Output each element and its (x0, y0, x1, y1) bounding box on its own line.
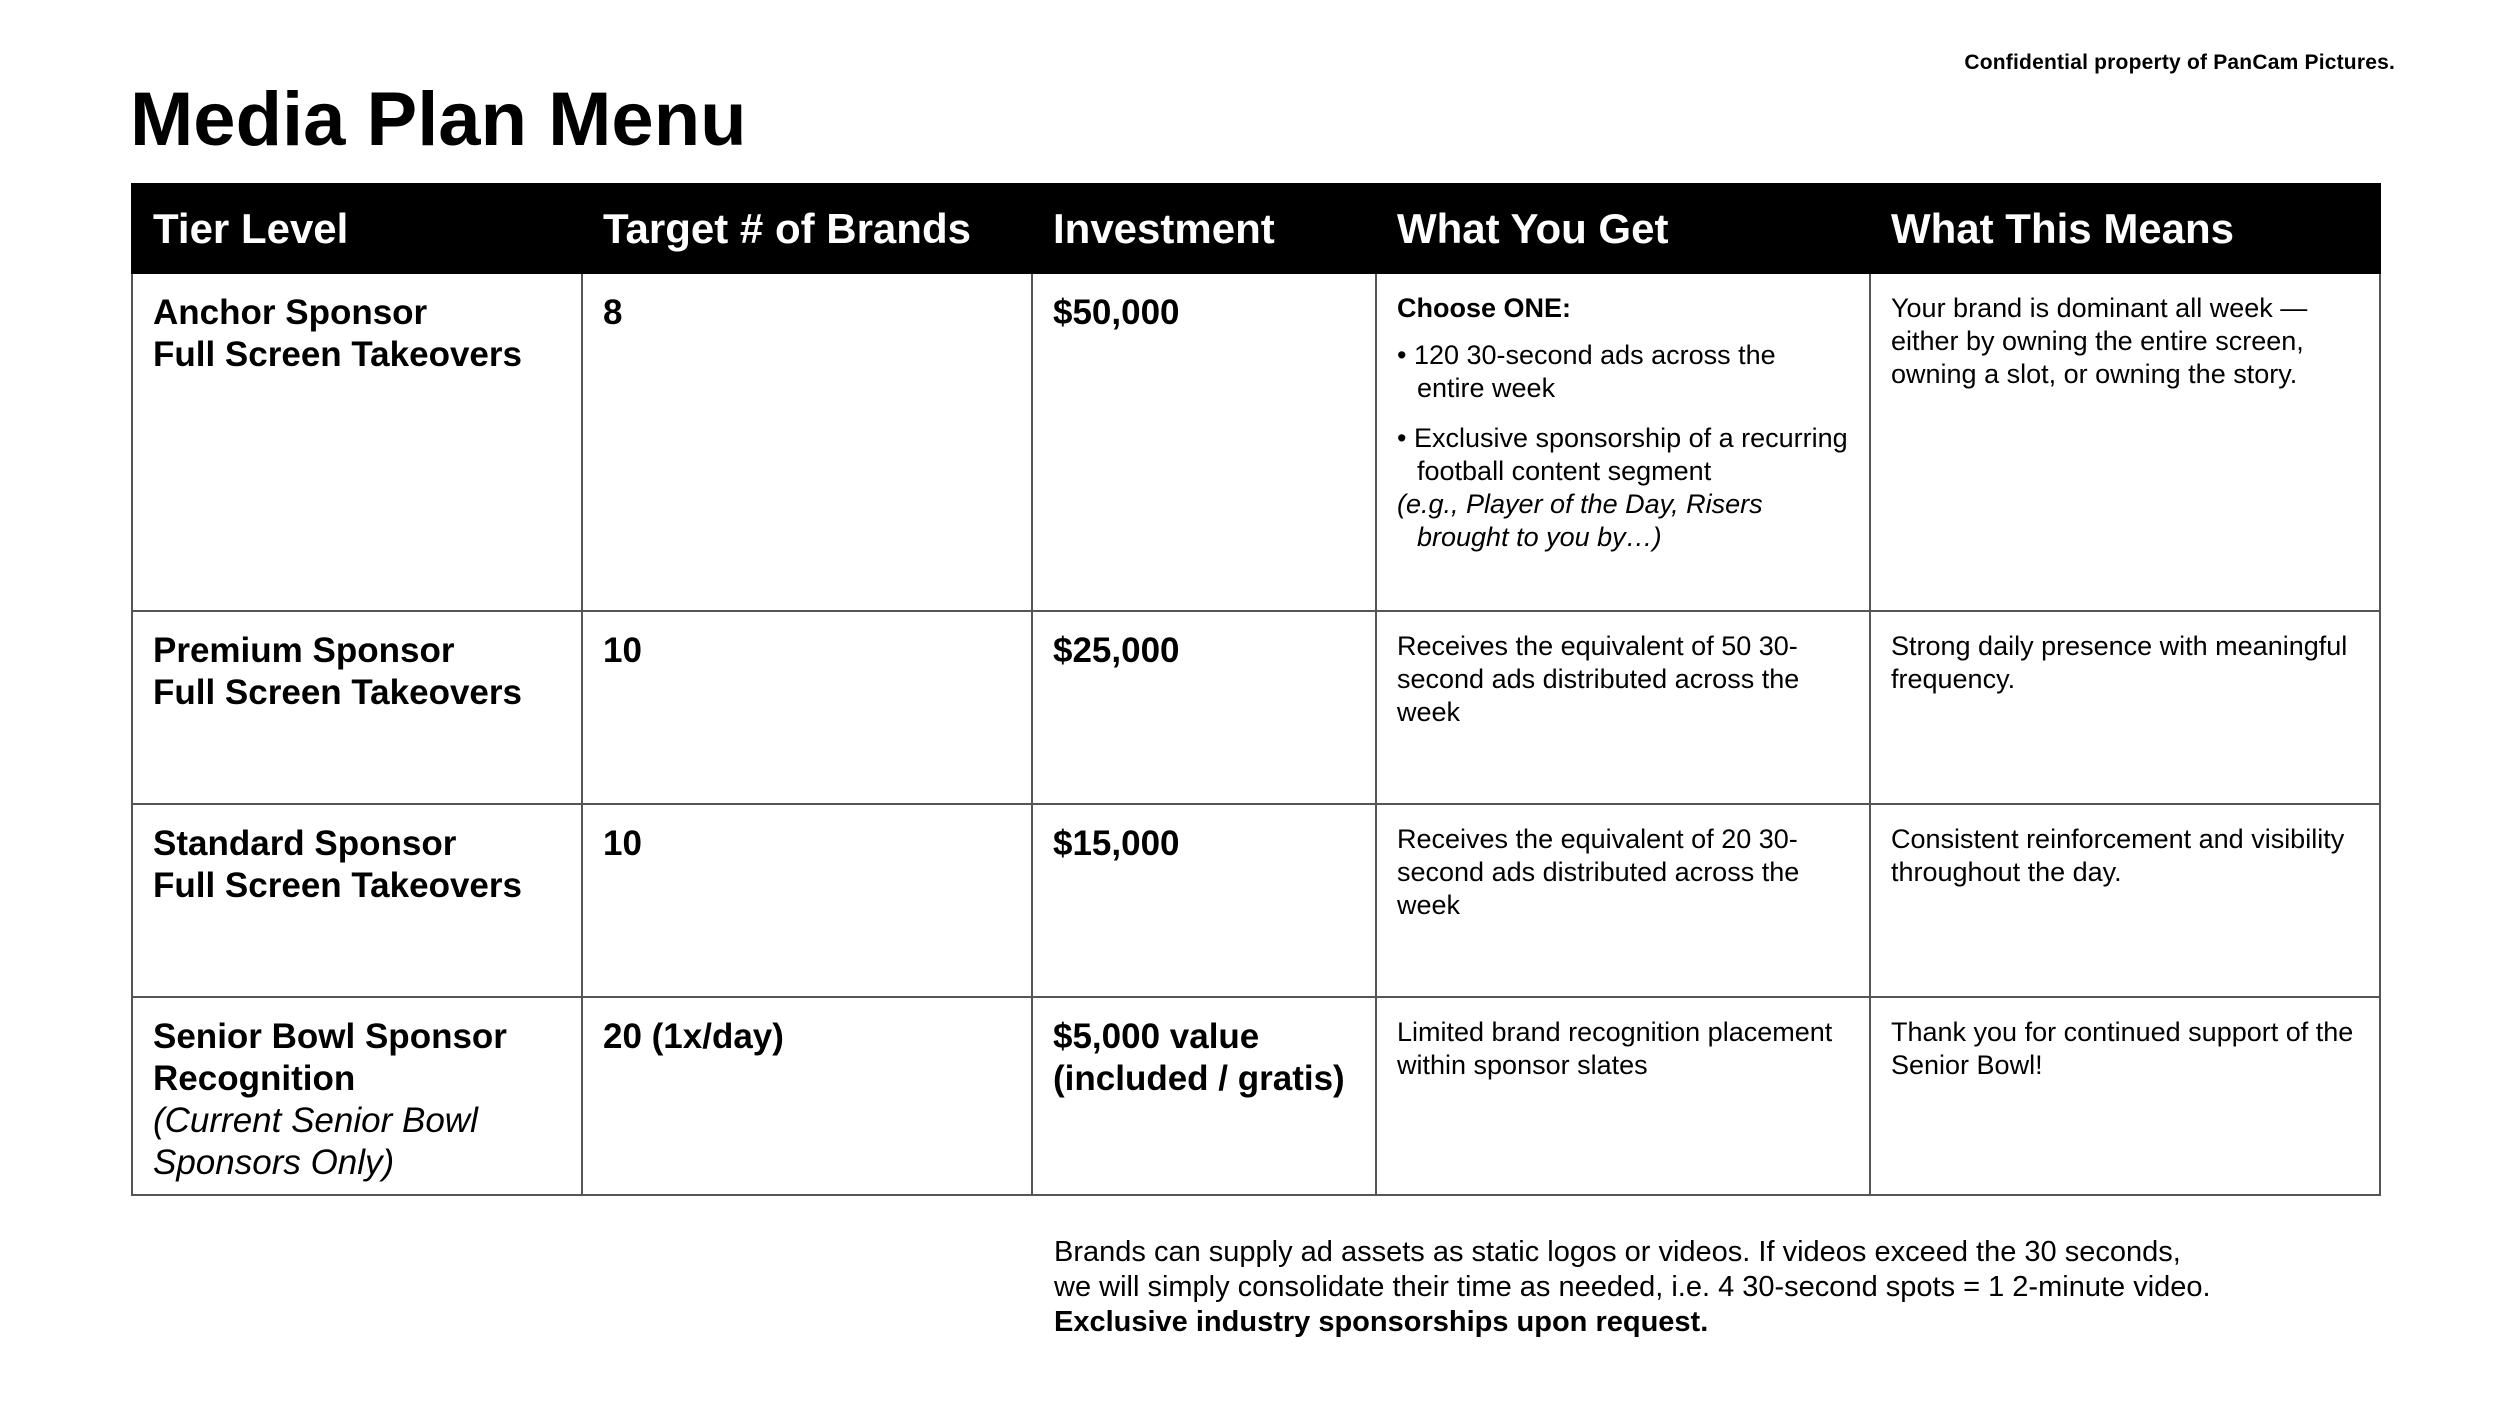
tier-type: Full Screen Takeovers (153, 866, 522, 905)
header-investment: Investment (1032, 184, 1376, 273)
investment-cell (1032, 804, 1376, 997)
investment-value: $5,000 value (1053, 1017, 1260, 1056)
table-row (132, 611, 2380, 804)
table-row (132, 997, 2380, 1195)
means-text: Your brand is dominant all week — either by owning the entire screen, owning a slot, or owning the story. (1891, 293, 2308, 389)
get-text: Limited brand recognition placement within sponsor slates (1397, 1017, 1833, 1080)
table-header-row (132, 184, 2380, 273)
tier-name: Anchor Sponsor (153, 293, 428, 332)
bullet-text: • Exclusive sponsorship of a recurring football content segment (1397, 423, 1848, 486)
investment-cell (1032, 611, 1376, 804)
investment-cell (1032, 997, 1376, 1195)
media-plan-table (131, 183, 2381, 1196)
what-this-means-cell (1870, 611, 2380, 804)
footer-line: Brands can supply ad assets as static logos or videos. If videos exceed the 30 seconds, (1054, 1236, 2181, 1268)
investment-value: $25,000 (1053, 631, 1180, 670)
what-you-get-cell (1376, 997, 1870, 1195)
brands-cell (582, 273, 1032, 611)
what-this-means-cell (1870, 273, 2380, 611)
tier-type: Recognition (153, 1059, 356, 1098)
brands-value: 8 (603, 293, 623, 332)
footer-note (1054, 1235, 2354, 1340)
means-text: Consistent reinforcement and visibility throughout the day. (1891, 824, 2345, 887)
tier-name: Senior Bowl Sponsor (153, 1017, 507, 1056)
tier-cell (132, 273, 582, 611)
tier-name: Premium Sponsor (153, 631, 455, 670)
investment-value: $50,000 (1053, 293, 1180, 332)
header-what-this-means: What This Means (1870, 184, 2380, 273)
tier-cell (132, 804, 582, 997)
tier-type: Full Screen Takeovers (153, 335, 522, 374)
means-text: Thank you for continued support of the Senior Bowl! (1891, 1017, 2354, 1080)
tier-name: Standard Sponsor (153, 824, 457, 863)
what-this-means-cell (1870, 997, 2380, 1195)
what-you-get-cell (1376, 273, 1870, 611)
footer-line: we will simply consolidate their time as needed, i.e. 4 30-second spots = 1 2-minute video. (1054, 1271, 2211, 1303)
header-what-you-get: What You Get (1376, 184, 1870, 273)
bullet-item (1397, 339, 1849, 405)
confidential-notice: Confidential property of PanCam Pictures. (1964, 51, 2395, 74)
means-text: Strong daily presence with meaningful frequency. (1891, 631, 2348, 694)
investment-value: $15,000 (1053, 824, 1180, 863)
header-tier-level: Tier Level (132, 184, 582, 273)
tier-cell (132, 611, 582, 804)
brands-value: 10 (603, 631, 642, 670)
tier-cell (132, 997, 582, 1195)
what-this-means-cell (1870, 804, 2380, 997)
bullet-note: (e.g., Player of the Day, Risers brought to you by…) (1397, 489, 1763, 552)
investment-cell (1032, 273, 1376, 611)
brands-cell (582, 997, 1032, 1195)
get-text: Receives the equivalent of 50 30-second ads distributed across the week (1397, 631, 1800, 727)
what-you-get-cell (1376, 611, 1870, 804)
tier-type: Full Screen Takeovers (153, 673, 522, 712)
get-text: Receives the equivalent of 20 30-second ads distributed across the week (1397, 824, 1800, 920)
brands-cell (582, 804, 1032, 997)
brands-value: 20 (1x/day) (603, 1017, 784, 1056)
choose-one-heading: Choose ONE: (1397, 293, 1572, 323)
header-target-brands: Target # of Brands (582, 184, 1032, 273)
bullet-text: • 120 30-second ads across the entire week (1397, 340, 1776, 403)
investment-note: (included / gratis) (1053, 1059, 1345, 1098)
tier-note: (Current Senior Bowl Sponsors Only) (153, 1101, 478, 1182)
table-row (132, 804, 2380, 997)
footer-emphasis: Exclusive industry sponsorships upon request. (1054, 1306, 1709, 1338)
brands-cell (582, 611, 1032, 804)
page-title: Media Plan Menu (130, 77, 747, 162)
table-row (132, 273, 2380, 611)
bullet-item (1397, 422, 1849, 554)
what-you-get-cell (1376, 804, 1870, 997)
brands-value: 10 (603, 824, 642, 863)
